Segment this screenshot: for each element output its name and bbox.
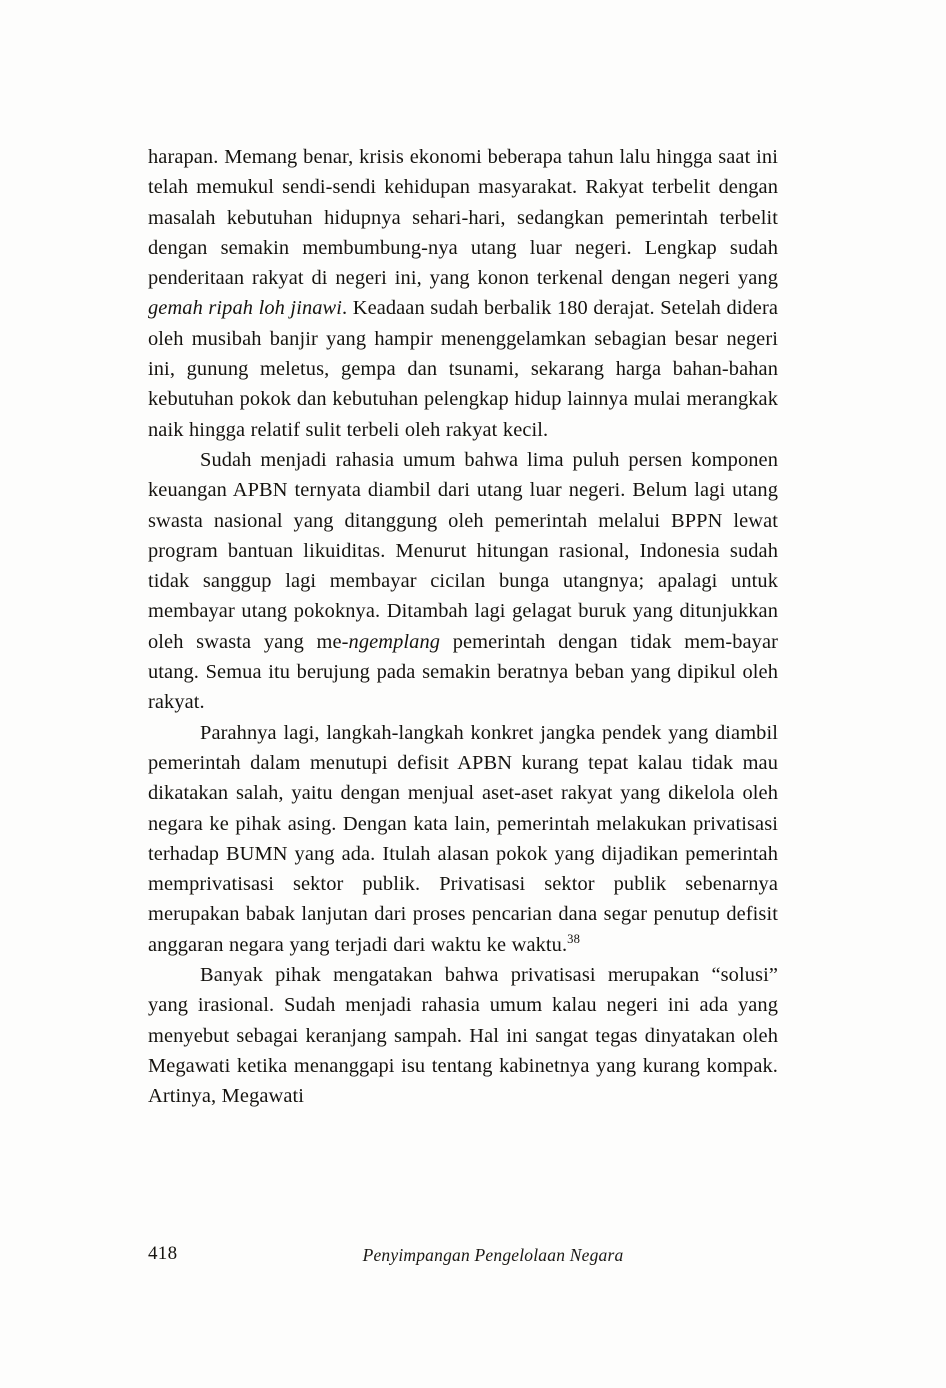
page-number: 418: [148, 1243, 178, 1264]
running-head: Penyimpangan Pengelolaan Negara: [362, 1245, 624, 1265]
text-run: Banyak pihak mengatakan bahwa privatisasi merupakan “solusi” yang irasional. Sudah menjadi rahasia umum kalau negeri ini ada yang menyebut sebagai keranjang sampah. Hal ini sangat tegas dinyatakan oleh Megawati ketika menanggapi isu tentang kabinetnya yang kurang kompak. Artinya, Megawati: [148, 964, 778, 1108]
text-run: harapan. Memang benar, krisis ekonomi beberapa tahun lalu hingga saat ini telah memukul sendi-sendi kehidupan masyarakat. Rakyat terbelit dengan masalah kebutuhan hidupnya sehari-hari, sedangkan pemerintah terbelit dengan semakin membumbung-nya utang luar negeri. Lengkap sudah penderitaan rakyat di negeri ini, yang konon terkenal dengan negeri yang: [148, 146, 778, 290]
italic-phrase: gemah ripah loh jinawi: [148, 297, 343, 320]
paragraph-4: [148, 960, 778, 1111]
body-text-column: [148, 142, 778, 1112]
paragraph-1: [148, 142, 778, 445]
paragraph-2: [148, 445, 778, 718]
italic-phrase: ngemplang: [348, 630, 441, 653]
footnote-marker: 38: [567, 931, 580, 946]
paragraph-3: [148, 718, 778, 960]
text-run: Parahnya lagi, langkah-langkah konkret jangka pendek yang diambil pemerintah dalam menutupi defisit APBN kurang tepat kalau tidak mau dikatakan salah, yaitu dengan menjual aset-aset rakyat yang dikelola oleh negara ke pihak asing. Dengan kata lain, pemerintah melakukan privatisasi terhadap BUMN yang ada. Itulah alasan pokok yang dijadikan pemerintah memprivatisasi sektor publik. Privatisasi sektor publik sebenarnya merupakan babak lanjutan dari proses pencarian dana segar penutup defisit anggaran negara yang terjadi dari waktu ke waktu.: [148, 721, 778, 956]
text-run: pemerintah dengan tidak mem-bayar utang. Semua itu berujung pada semakin beratnya beban yang dipikul oleh rakyat.: [148, 630, 778, 714]
text-run: . Keadaan sudah berbalik 180 derajat. Setelah didera oleh musibah banjir yang hampir menenggelamkan sebagian besar negeri ini, gunung meletus, gempa dan tsunami, sekarang harga bahan-bahan kebutuhan pokok dan kebutuhan pelengkap hidup lainnya mulai merangkak naik hingga relatif sulit terbeli oleh rakyat kecil.: [148, 297, 778, 441]
text-run: Sudah menjadi rahasia umum bahwa lima puluh persen komponen keuangan APBN ternyata diambil dari utang luar negeri. Belum lagi utang swasta nasional yang ditanggung oleh pemerintah melalui BPPN lewat program bantuan likuiditas. Menurut hitungan rasional, Indonesia sudah tidak sanggup lagi membayar cicilan bunga utangnya; apalagi untuk membayar utang pokoknya. Ditambah lagi gelagat buruk yang ditunjukkan oleh swasta yang me-: [148, 448, 778, 653]
page-footer: [148, 1243, 778, 1269]
